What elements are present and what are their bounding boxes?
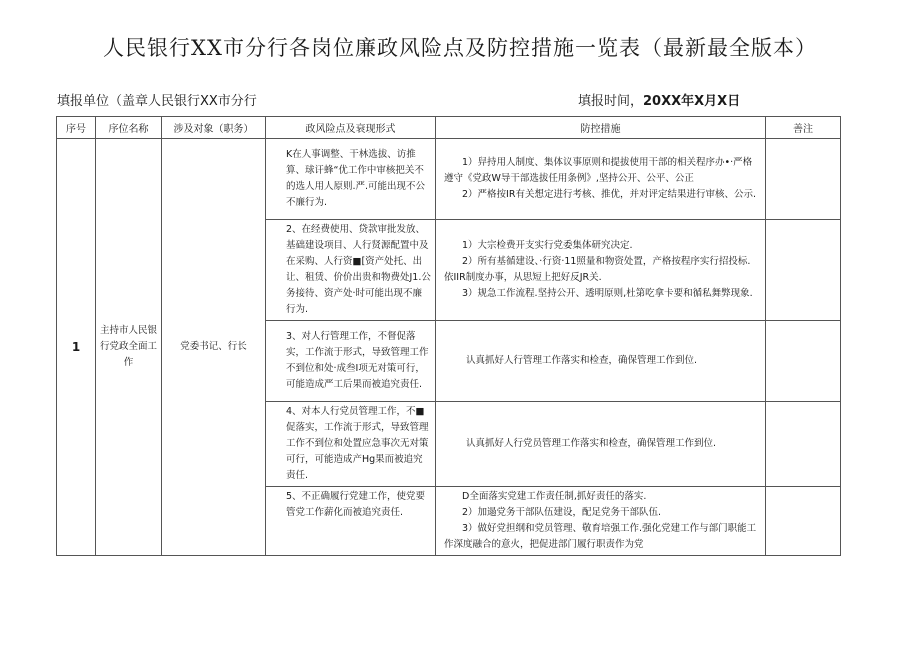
measure-text: 2）严格按IR有关想定进行考核、推优，并对评定结果进行审核、公示. [462,189,756,200]
remarks-cell [766,487,841,556]
measure-text: 1）舁持用人制度、集体议事原则和提拔使用干部的相关程序办•·严格遵守《党政W导干部选拔任用条例》,坚持公开、公平、公正 [444,157,753,184]
row-role: 党委书记、行长 [162,139,266,556]
measure-text: 2）加遢党务干部队伍建设，配足党务干部队伍. [462,507,662,518]
row-index: 1 [57,139,96,556]
risk-item-2: 2、在经费使用、贷款审批发放、基础建设项目、人行贤源配置中及在采购、人行资■[资产处托、出让、租赁、价价出贵和物费处J1.公务接待、资产处·时可能出现不廉行为. [266,220,436,321]
page-title: 人民银行XX市分行各岗位廉政风险点及防控措施一览表（最新最全版本） [103,36,817,60]
measures-item-2 [436,220,766,321]
measures-item-1 [436,139,766,220]
risk-item-4: 4、对本人行党员管理工作，不■促落实，工作流于形式，导致管理工作不到位和处置应急事次无对策可行，可能造成产Hg果而被追究责任. [266,402,436,487]
risk-item-3: 3、对人行管理工作，不督促落实，工作流于形式，导致管理工作不到位和处·成叁I项无对策可行，可能造成严工后果而被追究责任. [266,321,436,402]
header-index: 序号 [57,117,96,139]
date-label: 填报时间， [578,94,644,109]
header-role: 涉及对象（职务） [162,117,266,139]
table-row [57,139,841,220]
measure-text: 认真抓好人行党员管理工作落实和检查，确保管理工作到位. [466,438,717,449]
measures-item-3 [436,321,766,402]
date-value: 20XX年X月X日 [643,94,741,109]
reporting-unit: 填报单位（盖章人民银行XX市分行 [57,94,257,109]
header-position: 序位名称 [96,117,162,139]
risk-item-5: 5、不正确履行党建工作，使党要管党工作薪化而被追究责任. [266,487,436,556]
header-measures: 防控措施 [436,117,766,139]
header-row [57,117,841,139]
risk-table [56,116,841,556]
risk-item-1: K在人事调整、干林选拔、访推算、球讦蜂“优工作中审核把关不的选人用人原则.严.可能出现不公不廉行为. [266,139,436,220]
measure-text: 1）大宗检费开支实行党委集体研究决定. [462,240,633,251]
measures-item-5 [436,487,766,556]
remarks-cell [766,220,841,321]
row-position: 主持市人民银行党政全面工作 [96,139,162,556]
remarks-cell [766,321,841,402]
remarks-cell [766,139,841,220]
remarks-cell [766,402,841,487]
measure-text: 3）规急工作流程.坚持公开、透明原则,杜第吃拿卡要和循私舞弊现象. [462,288,753,299]
measure-text: D全面落实党建工作责任制,抓好责任的落实. [462,491,647,502]
measures-item-4 [436,402,766,487]
measure-text: 3）做好党担纲和党员管理、敬育培强工作.强化党建工作与部门职能工作深度融合的意火，把促进部门履行职责作为党 [444,523,757,550]
measure-text: 2）所有基循建设、·行资·11照量和物资处置，产格按程序实行招投标.依IIR制度办事，从思短上把好反JR关. [444,256,751,283]
header-remarks: 善注 [766,117,841,139]
reporting-date [578,90,740,109]
measure-text: 认真抓好人行管理工作落实和检查，确保管理工作到位. [466,355,698,366]
header-risk: 政风险点及衰现形式 [266,117,436,139]
